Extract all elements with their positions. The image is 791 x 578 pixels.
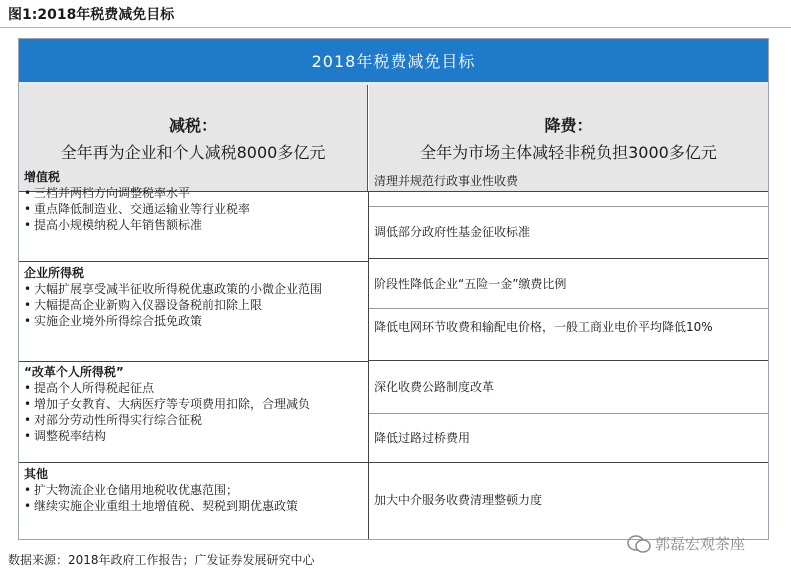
fee-cut-title: 降费：	[544, 116, 593, 135]
row-divider	[369, 308, 768, 309]
table-banner: 2018年税费减免目标	[19, 39, 768, 85]
row-divider	[369, 258, 768, 259]
policy-table	[18, 38, 769, 540]
list-item: • 大幅扩展享受减半征收所得税优惠政策的小微企业范围	[24, 281, 364, 297]
vat-section	[24, 169, 364, 233]
fee-item: 阶段性降低企业“五险一金”缴费比例	[374, 277, 567, 291]
fee-cut-subtitle: 全年为市场主体减轻非税负担3000多亿元	[420, 143, 717, 162]
list-item: • 对部分劳动性所得实行综合征税	[24, 412, 364, 428]
tax-cut-title: 减税：	[168, 116, 217, 135]
other-section	[24, 466, 364, 514]
list-item: • 实施企业境外所得综合抵免政策	[24, 313, 364, 329]
section-heading: 企业所得税	[24, 266, 85, 280]
row-divider	[369, 206, 768, 207]
chat-bubble-icon	[627, 534, 651, 554]
row-divider	[369, 462, 768, 463]
row-divider	[19, 462, 368, 463]
tax-cut-subtitle: 全年再为企业和个人减税8000多亿元	[60, 143, 326, 162]
fee-item: 清理并规范行政事业性收费	[374, 174, 519, 188]
fee-item: 加大中介服务收费清理整顿力度	[374, 493, 543, 507]
list-item: • 三档并两档方向调整税率水平	[24, 185, 364, 201]
row-divider	[369, 413, 768, 414]
title-divider	[0, 27, 791, 28]
fee-item: 降低电网环节收费和输配电价格，一般工商业电价平均降低10%	[374, 320, 713, 334]
column-divider	[368, 191, 369, 539]
list-item: • 提高个人所得税起征点	[24, 380, 364, 396]
row-divider	[19, 261, 368, 262]
list-item: • 继续实施企业重组土地增值税、契税到期优惠政策	[24, 498, 364, 514]
list-item: • 扩大物流企业仓储用地税收优惠范围；	[24, 482, 364, 498]
list-item: • 增加子女教育、大病医疗等专项费用扣除，合理减负	[24, 396, 364, 412]
watermark	[627, 533, 745, 554]
row-divider	[369, 360, 768, 361]
fee-item: 降低过路过桥费用	[374, 431, 471, 445]
list-item: • 重点降低制造业、交通运输业等行业税率	[24, 201, 364, 217]
list-item: • 提高小规模纳税人年销售额标准	[24, 217, 364, 233]
list-item: • 调整税率结构	[24, 428, 364, 444]
list-item: • 大幅提高企业新购入仪器设备税前扣除上限	[24, 297, 364, 313]
watermark-text: 郭磊宏观茶座	[655, 535, 746, 553]
fee-item: 调低部分政府性基金征收标准	[374, 225, 531, 239]
section-heading: 增值税	[24, 170, 61, 184]
fee-item: 深化收费公路制度改革	[374, 380, 495, 394]
personal-income-tax-section	[24, 364, 364, 444]
section-heading: “改革个人所得税”	[24, 365, 124, 379]
section-heading: 其他	[24, 467, 49, 481]
data-source: 数据来源：2018年政府工作报告；广发证券发展研究中心	[8, 553, 315, 567]
row-divider	[19, 361, 368, 362]
figure-title: 图1:2018年税费减免目标	[8, 7, 175, 23]
corporate-income-tax-section	[24, 265, 364, 329]
